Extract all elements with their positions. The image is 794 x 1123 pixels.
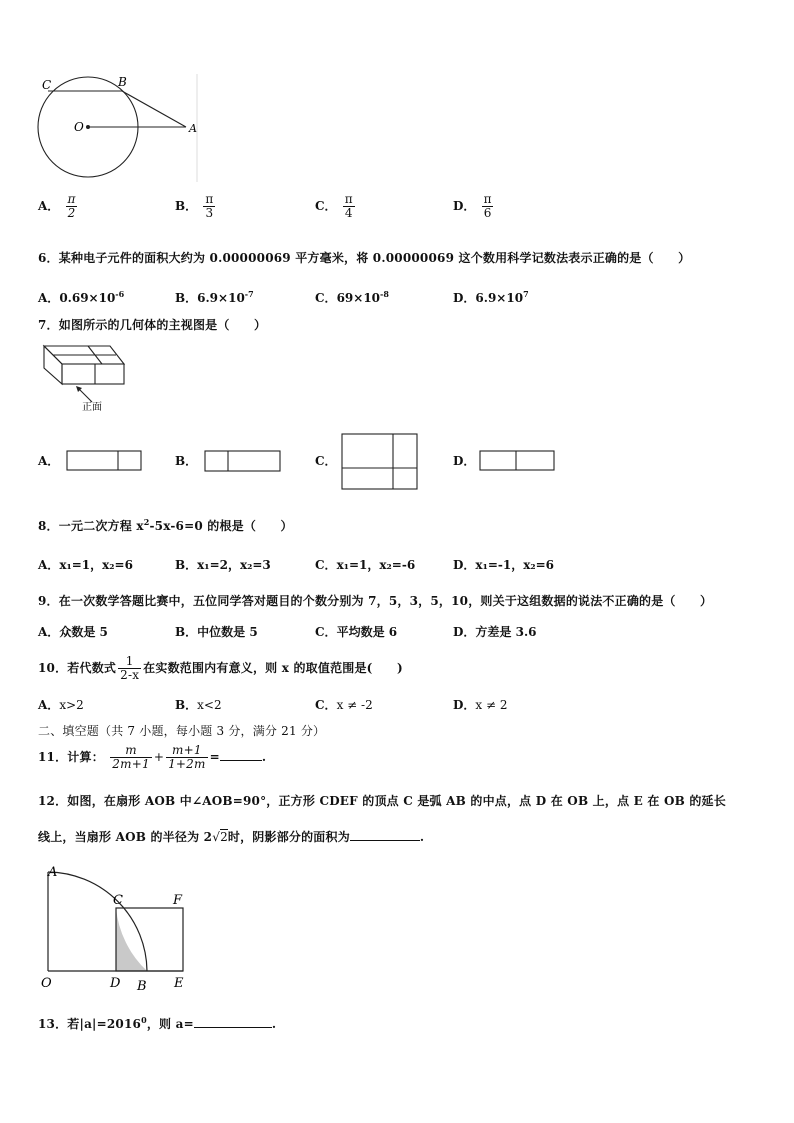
q13-answer-blank[interactable] bbox=[194, 1027, 272, 1028]
q7-option-d[interactable]: D． bbox=[453, 454, 476, 468]
label-o2: O bbox=[41, 976, 52, 991]
geometric-solid-figure bbox=[40, 342, 135, 414]
label-c2: C bbox=[113, 893, 123, 908]
q11-stem: 11．计算： $\frac{m}{2m+1}$ + $\frac{m+1}{1+2m}$ = . bbox=[38, 743, 267, 771]
q9-stem: 9．在一次数学答题比赛中，五位同学答对题目的个数分别为 7，5，3，5，10，则关于这组数据的说法不正确的是（ ） bbox=[38, 594, 713, 608]
label-e: E bbox=[174, 976, 184, 991]
q10-stem: 10．若代数式 $\frac{1}{2-x}$ 在实数范围内有意义，则 x 的取值范围是( ) bbox=[38, 654, 403, 682]
center-dot bbox=[86, 125, 90, 129]
q10-option-d[interactable]: D．x ≠ 2 bbox=[453, 698, 508, 712]
circle-tangent-figure bbox=[34, 72, 204, 184]
q7-option-d-shape[interactable] bbox=[479, 450, 557, 472]
q7-stem: 7．如图所示的几何体的主视图是（ ） bbox=[38, 318, 267, 332]
label-a2: A bbox=[48, 865, 58, 880]
sector-square-figure bbox=[38, 862, 198, 992]
q8-option-a[interactable]: A．x₁=1，x₂=6 bbox=[38, 558, 133, 572]
q7-option-c[interactable]: C． bbox=[315, 454, 337, 468]
q12-line1: 12．如图，在扇形 AOB 中∠AOB=90°，正方形 CDEF 的顶点 C 是弧 AB 的中点，点 D 在 OB 上，点 E 在 OB 的延长 bbox=[38, 794, 726, 808]
q12-line2: 线上，当扇形 AOB 的半径为 2√2时，阴影部分的面积为 . bbox=[38, 830, 425, 844]
q12-answer-blank[interactable] bbox=[350, 840, 420, 841]
label-o: O bbox=[74, 120, 84, 134]
label-b2: B bbox=[137, 979, 147, 992]
q5-option-d[interactable]: D． $\frac{\pi}{6}$ bbox=[453, 192, 492, 220]
front-label: 正面 bbox=[82, 402, 102, 413]
q10-option-a[interactable]: A．x>2 bbox=[38, 698, 84, 712]
q6-option-b[interactable]: B．$6.9\times 10^{-7}$ bbox=[175, 289, 254, 305]
q5-option-c[interactable]: C． $\frac{\pi}{4}$ bbox=[315, 192, 353, 220]
sqrt-symbol: √ bbox=[212, 830, 221, 844]
q10-option-b[interactable]: B．x<2 bbox=[175, 698, 222, 712]
q11-answer-blank[interactable] bbox=[220, 760, 262, 761]
q5-option-b[interactable]: B． $\frac{\pi}{3}$ bbox=[175, 192, 214, 220]
section-2-heading: 二、填空题（共 7 小题，每小题 3 分，满分 21 分） bbox=[38, 724, 326, 738]
q8-option-b[interactable]: B．x₁=2，x₂=3 bbox=[175, 558, 271, 572]
label-f: F bbox=[173, 893, 183, 908]
q6-option-a[interactable]: A．$0.69\times 10^{-6}$ bbox=[38, 289, 125, 305]
q7-option-a[interactable]: A． bbox=[38, 454, 60, 468]
label-d: D bbox=[110, 976, 121, 991]
q7-option-c-shape[interactable] bbox=[341, 433, 419, 491]
q7-option-b[interactable]: B． bbox=[175, 454, 198, 468]
q9-option-a[interactable]: A．众数是 5 bbox=[38, 625, 108, 639]
label-b: B bbox=[118, 75, 127, 89]
q5-option-a[interactable]: A． $\frac{\pi}{2}$ bbox=[38, 192, 76, 220]
q8-option-d[interactable]: D．x₁=-1，x₂=6 bbox=[453, 558, 555, 572]
q7-option-a-shape[interactable] bbox=[66, 450, 144, 472]
q6-stem: 6．某种电子元件的面积大约为 0.00000069 平方毫米，将 0.00000069 这个数用科学记数法表示正确的是（ ） bbox=[38, 251, 691, 265]
q7-option-b-shape[interactable] bbox=[204, 450, 284, 474]
q6-option-d[interactable]: D．$6.9\times 10^7$ bbox=[453, 289, 529, 305]
label-c: C bbox=[42, 78, 52, 92]
label-a: A bbox=[189, 122, 197, 135]
q8-option-c[interactable]: C．x₁=1，x₂=-6 bbox=[315, 558, 416, 572]
q8-stem: 8．一元二次方程 $x^2-5x-6=0$ 的根是（ ） bbox=[38, 517, 293, 533]
q9-option-c[interactable]: C．平均数是 6 bbox=[315, 625, 398, 639]
q9-option-d[interactable]: D．方差是 3.6 bbox=[453, 625, 537, 639]
q9-option-b[interactable]: B．中位数是 5 bbox=[175, 625, 258, 639]
q13-stem: 13．若$|a|=2016^0$，则 a= . bbox=[38, 1015, 277, 1031]
q10-option-c[interactable]: C．x ≠ -2 bbox=[315, 698, 373, 712]
q6-option-c[interactable]: C．$69\times 10^{-8}$ bbox=[315, 289, 389, 305]
tangent-ba bbox=[122, 91, 186, 127]
